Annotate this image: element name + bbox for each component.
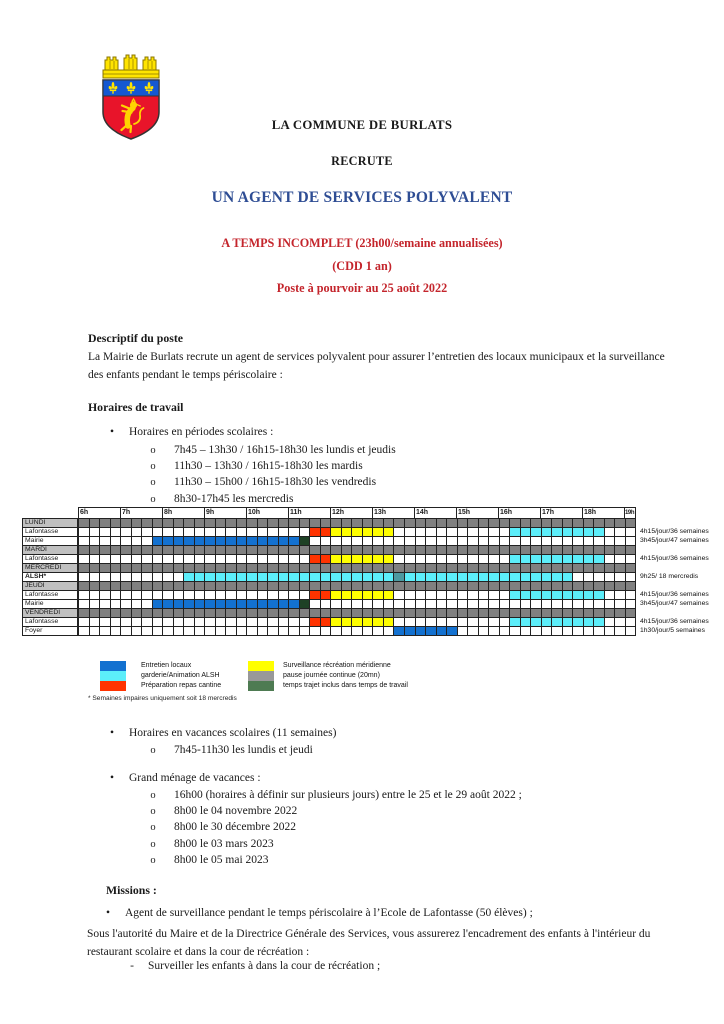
hour-label: 13h: [373, 507, 415, 519]
white-cell: [489, 626, 500, 636]
hour-label: 12h: [331, 507, 373, 519]
hour-label: 15h: [457, 507, 499, 519]
white-cell: [100, 626, 111, 636]
hour-label: 9h: [205, 507, 247, 519]
hour-label: 11h: [289, 507, 331, 519]
row-label: Mairie: [22, 599, 78, 609]
white-cell: [279, 626, 290, 636]
list-item: o 11h30 – 15h00 / 16h15-18h30 les vendredis: [148, 476, 396, 492]
hour-label: 8h: [163, 507, 205, 519]
white-cell: [184, 626, 195, 636]
legend-footnote: * Semaines impaires uniquement soit 18 mercredis: [88, 695, 237, 702]
legend-item: [100, 671, 221, 681]
start-date-line: Poste à pourvoir au 25 août 2022: [276, 281, 448, 295]
blue-cell: [405, 626, 416, 636]
white-cell: [594, 626, 605, 636]
sub-bullet-icon: o: [150, 854, 156, 866]
legend-item: [248, 661, 408, 671]
row-cells: [78, 626, 636, 636]
legend-label: pause journée continue (20mn): [283, 672, 380, 679]
contract-type-line: (CDD 1 an): [332, 259, 392, 273]
section-horaires-heading: Horaires de travail: [88, 400, 184, 414]
blue-legend-chip: [100, 661, 126, 671]
vacances-bullet: • Horaires en vacances scolaires (11 semaines): [109, 727, 337, 739]
white-cell: [373, 626, 384, 636]
sub-bullet-icon: o: [150, 745, 156, 756]
sub-bullet-icon: o: [150, 790, 156, 801]
list-item: o 8h00 le 05 mai 2023: [148, 854, 522, 870]
white-cell: [132, 626, 143, 636]
row-label: MERCREDI: [22, 563, 78, 573]
job-title: UN AGENT DE SERVICES POLYVALENT: [211, 189, 513, 206]
list-item: o 8h00 le 04 novembre 2022: [148, 805, 522, 821]
row-label: LUNDI: [22, 518, 78, 528]
sub-bullet-icon: o: [150, 477, 156, 489]
row-label: MARDI: [22, 545, 78, 555]
legend-item: [100, 661, 221, 671]
legend-label: garderie/Animation ALSH: [141, 672, 220, 679]
white-cell: [605, 626, 616, 636]
white-cell: [289, 626, 300, 636]
row-label: Lafontasse: [22, 527, 78, 537]
white-cell: [342, 626, 353, 636]
row-label: ALSH*: [22, 572, 78, 582]
row-label: JEUDI: [22, 581, 78, 591]
white-cell: [363, 626, 374, 636]
cyan-legend-chip: [100, 671, 126, 681]
yellow-legend-chip: [248, 661, 274, 671]
white-cell: [321, 626, 332, 636]
row-label: Lafontasse: [22, 617, 78, 627]
legend-item: [100, 681, 221, 691]
white-cell: [78, 626, 90, 636]
legend-col1: [100, 661, 221, 691]
white-cell: [195, 626, 206, 636]
row-label: Foyer: [22, 626, 78, 636]
legend-item: [248, 681, 408, 691]
dash-icon: -: [130, 960, 134, 972]
sub-bullet-icon: o: [150, 806, 156, 818]
row-label: VENDREDI: [22, 608, 78, 618]
white-cell: [384, 626, 395, 636]
section-missions-heading: Missions :: [106, 883, 157, 897]
bullet-icon: •: [109, 426, 115, 438]
white-cell: [121, 626, 132, 636]
white-cell: [111, 626, 122, 636]
white-cell: [542, 626, 553, 636]
white-cell: [531, 626, 542, 636]
schedule-row-foyer: [22, 626, 722, 636]
white-cell: [258, 626, 269, 636]
white-cell: [163, 626, 174, 636]
white-cell: [331, 626, 342, 636]
legend-label: temps trajet inclus dans temps de travail: [283, 682, 408, 689]
legend-col2: [248, 661, 408, 691]
menage-bullet: • Grand ménage de vacances :: [109, 772, 261, 784]
blue-cell: [426, 626, 437, 636]
blue-cell: [394, 626, 405, 636]
row-annotation: 3h45/jour/47 semaines: [640, 537, 709, 544]
recrute-subtitle: RECRUTE: [331, 154, 393, 168]
commune-title: LA COMMUNE DE BURLATS: [271, 118, 453, 132]
list-item: o 8h30-17h45 les mercredis: [148, 493, 396, 509]
list-item: o 7h45 – 13h30 / 16h15-18h30 les lundis et jeudis: [148, 444, 396, 460]
legend-item: [248, 671, 408, 681]
missions-dash-item: - Surveiller les enfants à dans la cour de récréation ;: [128, 960, 380, 972]
horaires-bullet: • Horaires en périodes scolaires :: [109, 426, 274, 438]
white-cell: [247, 626, 258, 636]
blue-cell: [447, 626, 458, 636]
white-cell: [563, 626, 574, 636]
white-cell: [500, 626, 511, 636]
descriptif-paragraph: La Mairie de Burlats recrute un agent de services polyvalent pour assurer l’entretien des locaux municipaux et la surveillance des enfants pendant le temps périscolaire :: [88, 351, 665, 381]
list-item: o 7h45-11h30 les lundis et jeudi: [148, 744, 313, 760]
red-legend-chip: [100, 681, 126, 691]
contract-hours-line: A TEMPS INCOMPLET (23h00/semaine annualisées): [221, 236, 503, 250]
hour-label: 19h: [625, 507, 636, 519]
horaires-sublist: [148, 444, 396, 509]
row-label: Mairie: [22, 536, 78, 546]
hour-label: 6h: [78, 507, 121, 519]
row-annotation: 4h15/jour/36 semaines: [640, 618, 709, 625]
white-cell: [510, 626, 521, 636]
white-cell: [226, 626, 237, 636]
legend-label: Préparation repas cantine: [141, 682, 222, 689]
menage-sublist: [148, 789, 522, 870]
row-label: Lafontasse: [22, 590, 78, 600]
white-cell: [268, 626, 279, 636]
section-descriptif-heading: Descriptif du poste: [88, 331, 184, 345]
legendTrajet-legend-chip: [248, 681, 274, 691]
white-cell: [573, 626, 584, 636]
bullet-icon: •: [105, 907, 111, 919]
list-item: o 11h30 – 13h30 / 16h15-18h30 les mardis: [148, 460, 396, 476]
row-annotation: 4h15/jour/36 semaines: [640, 591, 709, 598]
white-cell: [479, 626, 490, 636]
sub-bullet-icon: o: [150, 445, 156, 456]
sub-bullet-icon: o: [150, 838, 156, 850]
white-cell: [310, 626, 321, 636]
row-annotation: 4h15/jour/36 semaines: [640, 528, 709, 535]
list-item: o 8h00 le 30 décembre 2022: [148, 821, 522, 837]
sub-bullet-icon: o: [150, 822, 156, 834]
white-cell: [615, 626, 626, 636]
weekly-schedule-table: [22, 507, 722, 636]
white-cell: [205, 626, 216, 636]
sub-bullet-icon: o: [150, 493, 156, 505]
white-cell: [90, 626, 101, 636]
schedule-body: [22, 518, 722, 636]
hour-label: 10h: [247, 507, 289, 519]
white-cell: [300, 626, 311, 636]
blue-cell: [437, 626, 448, 636]
missions-paragraph: Sous l'autorité du Maire et de la Directrice Générale des Services, vous assurerez l'encadrement des enfants à l'intérieur du restaurant scolaire et dans la cour de récréation :: [87, 928, 651, 958]
white-cell: [237, 626, 248, 636]
blue-cell: [416, 626, 427, 636]
sub-bullet-icon: o: [150, 461, 156, 473]
white-cell: [174, 626, 185, 636]
hour-label: 18h: [583, 507, 625, 519]
vacances-sublist: [148, 744, 313, 760]
row-label: Lafontasse: [22, 554, 78, 564]
list-item: o 8h00 le 03 mars 2023: [148, 838, 522, 854]
row-annotation: 9h25/ 18 mercredis: [640, 573, 699, 580]
white-cell: [153, 626, 164, 636]
hour-label: 14h: [415, 507, 457, 519]
missions-bullet: • Agent de surveillance pendant le temps périscolaire à l’Ecole de Lafontasse (50 élèves) ;: [105, 907, 533, 919]
bullet-icon: •: [109, 772, 115, 784]
legendPause-legend-chip: [248, 671, 274, 681]
legend-label: Surveillance récréation méridienne: [283, 662, 391, 669]
row-annotation: 3h45/jour/47 semaines: [640, 600, 709, 607]
white-cell: [468, 626, 479, 636]
list-item: o 16h00 (horaires à définir sur plusieurs jours) entre le 25 et le 29 août 2022 ;: [148, 789, 522, 805]
white-cell: [552, 626, 563, 636]
white-cell: [458, 626, 469, 636]
bullet-icon: •: [109, 727, 115, 739]
white-cell: [216, 626, 227, 636]
row-annotation: 4h15/jour/36 semaines: [640, 555, 709, 562]
white-cell: [584, 626, 595, 636]
white-cell: [521, 626, 532, 636]
white-cell: [142, 626, 153, 636]
hour-label: 7h: [121, 507, 163, 519]
white-cell: [352, 626, 363, 636]
legend-label: Entretien locaux: [141, 662, 192, 669]
hour-label: 17h: [541, 507, 583, 519]
white-cell: [626, 626, 637, 636]
row-annotation: 1h30/jour/5 semaines: [640, 627, 705, 634]
hour-label: 16h: [499, 507, 541, 519]
